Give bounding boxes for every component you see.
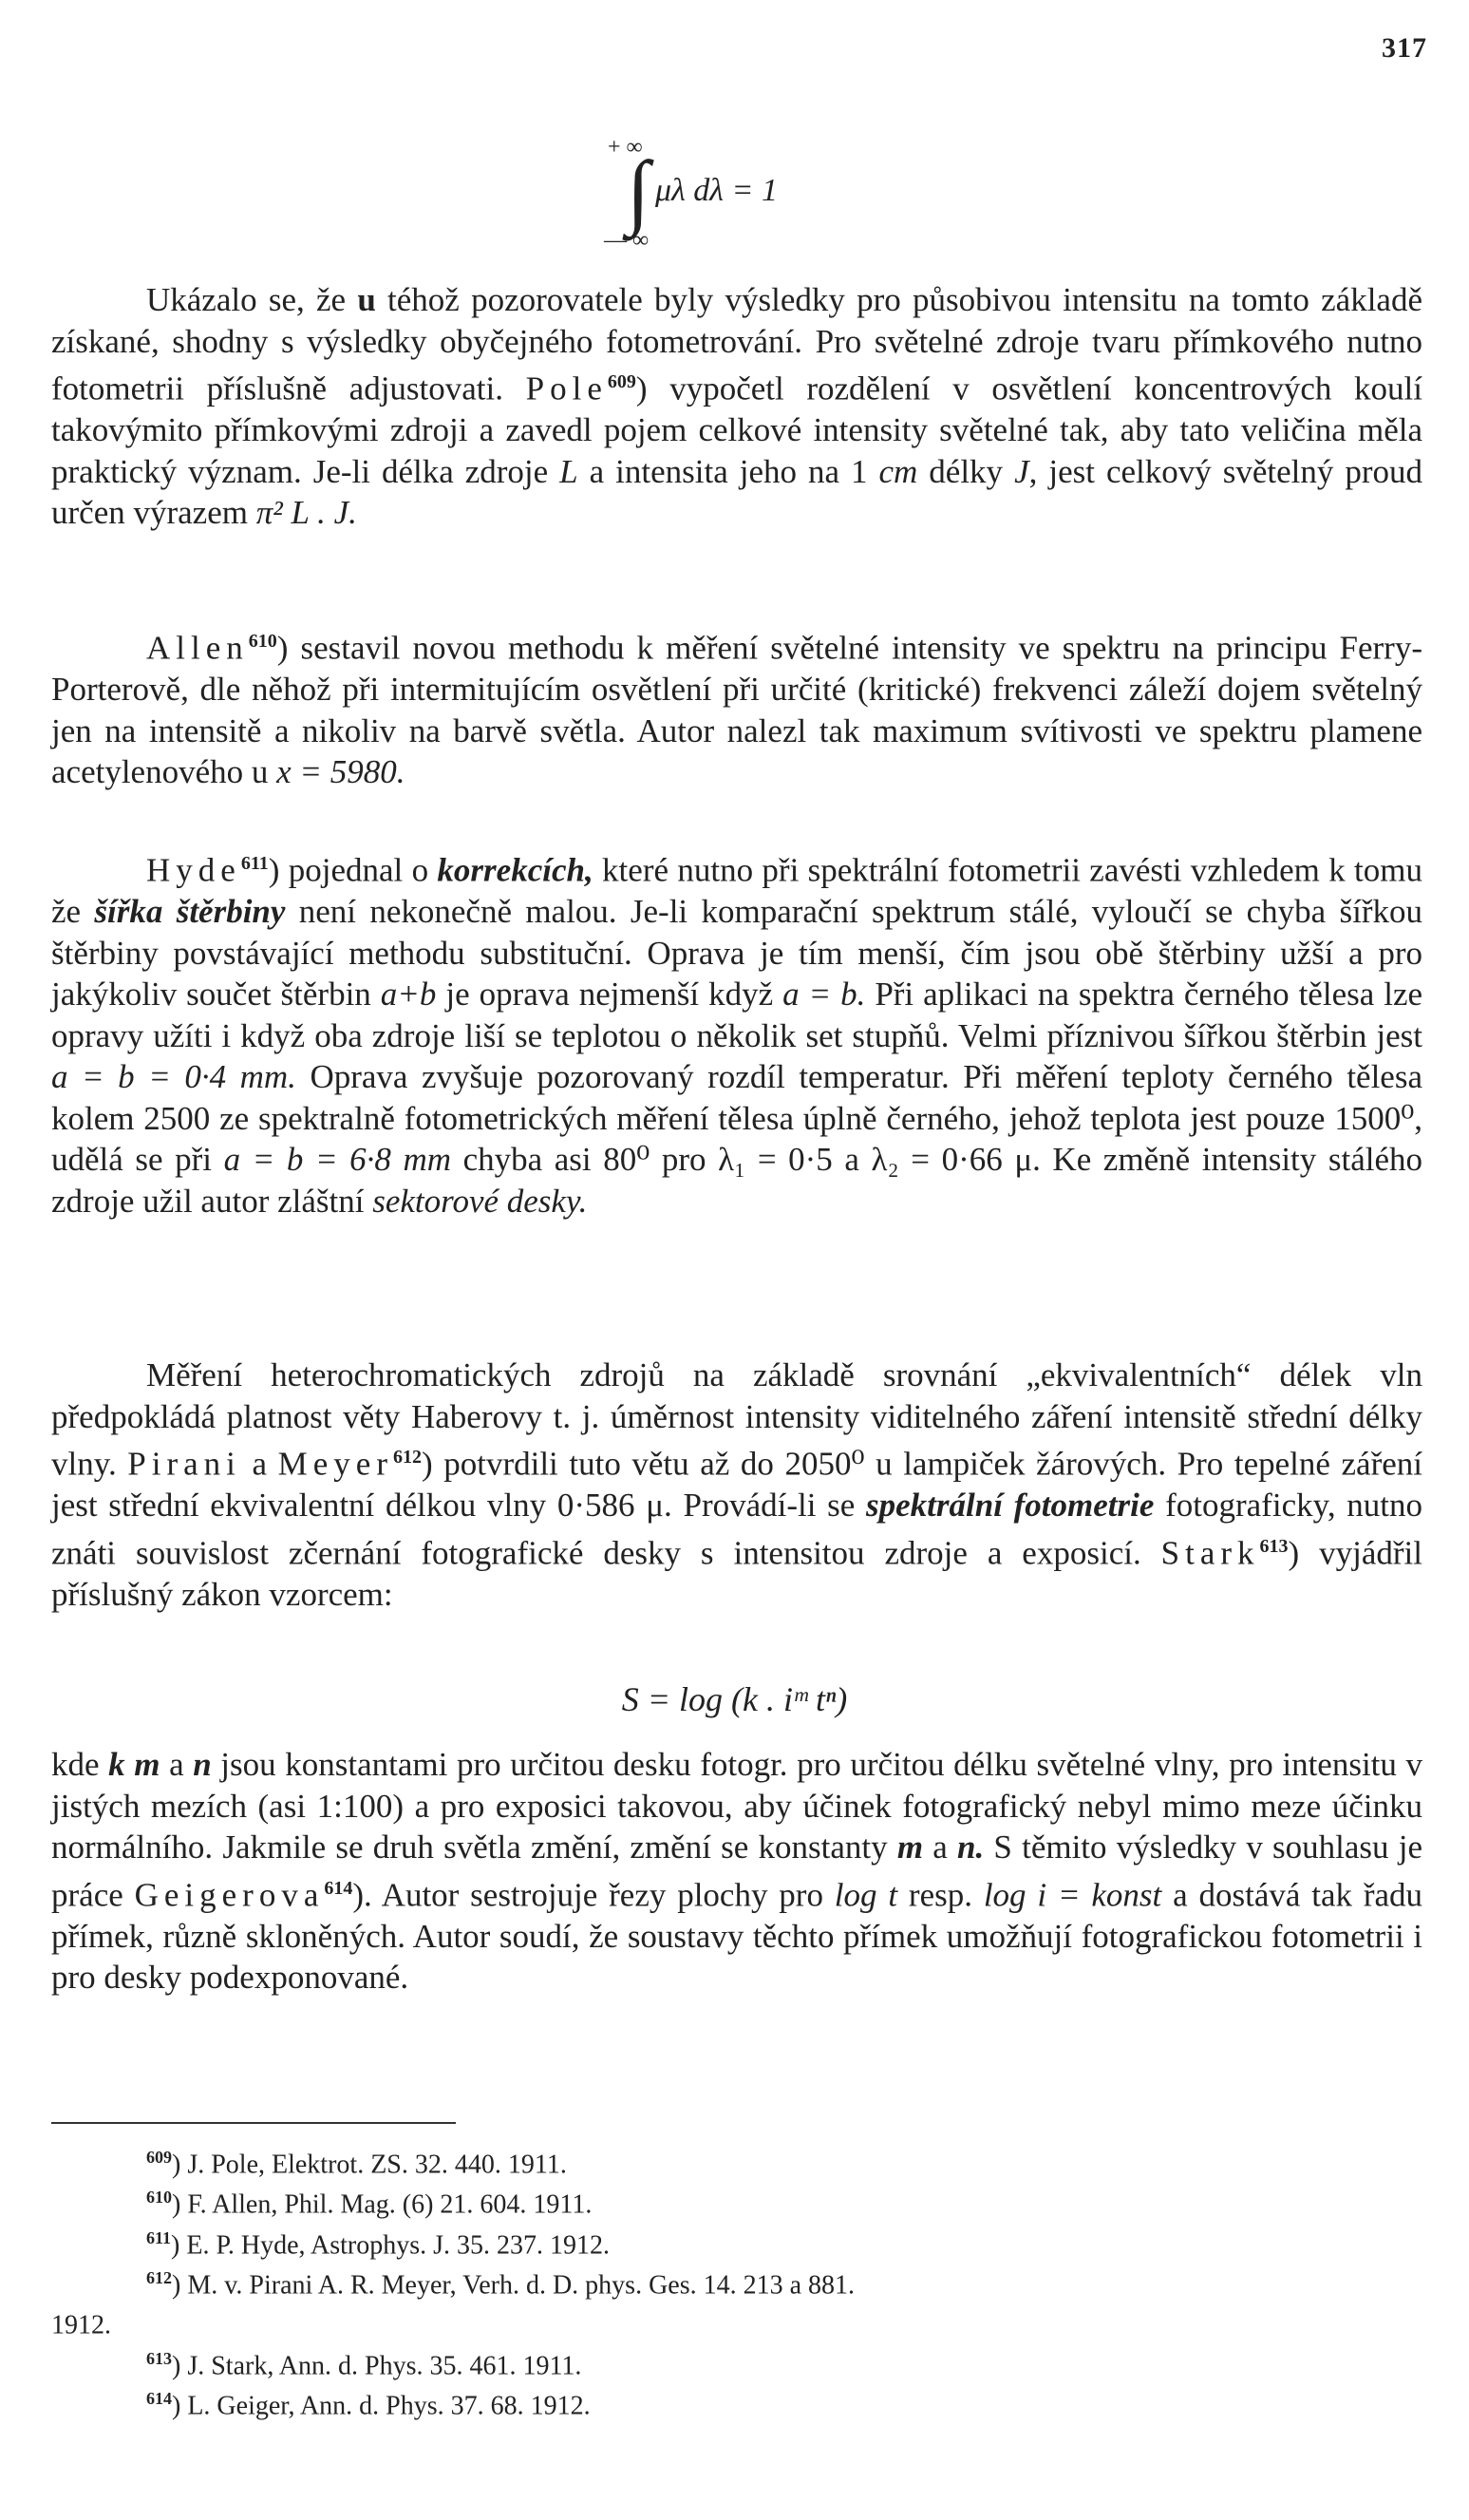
- integral-body: μλ dλ = 1: [655, 173, 778, 208]
- author-pole: Pole: [525, 369, 608, 407]
- footnote-continuation: 1912.: [51, 2310, 111, 2340]
- integral-formula: [0, 123, 1469, 266]
- author-stark: Stark: [1160, 1534, 1260, 1572]
- footnotes: [51, 2141, 1422, 2422]
- ref-614: 614: [324, 1877, 353, 1899]
- paragraph-constants: kde k m a n jsou konstantami pro určitou desku fotogr. pro určitou délku světelné vlny, pro intensitu v jistých mezích (asi 1:100) a pro exposici takovou, aby účinek fotografický nebyl mimo meze účinku normálního. Jakmile se druh světla změní, změní se konstanty m a n. S těmito výsledky v souhlasu je práce Geigerova$^{614}$). Autor sestrojuje řezy plochy pro log t resp. log i = konst a dostává tak řadu přímek, různě skloněných. Autor soudí, že soustavy těchto přímek umožňují fotografickou fotometrii i pro desky podexponované.: [51, 1746, 1423, 1997]
- integral-lower-limit: — ∞: [604, 228, 650, 253]
- stark-formula: S = log (k . iᵐ tⁿ): [621, 1680, 848, 1718]
- footnote: $^{609}$) J. Pole, Elektrot. ZS. 32. 440. 1911.: [146, 2148, 567, 2180]
- ref-609: 609: [607, 371, 636, 392]
- paragraph-allen: Allen$^{610}$) sestavil novou methodu k měření světelné intensity ve spektru na principu Ferry-Porterově, dle něhož při intermitujícím osvětlení při určité (kritické) frekvenci záleží dojem světelný jen na intensitě a nikoliv na barvě světla. Autor nalezl tak maximum svítivosti ve spektru plamene acetylenového u x = 5980.: [51, 629, 1422, 791]
- paragraph-heterochromatic: Měření heterochromatických zdrojů na základě srovnání „ekvivalentních“ délek vln předpokládá platnost věty Haberovy t. j. úměrnost intensity viditelného záření intensitě střední délky vlny. Pirani a Meyer$^{612}$) potvrdili tuto větu až do 2050⁰ u lampiček žárových. Pro tepelné záření jest střední ekvivalentní délkou vlny 0·586 μ. Provádí-li se spektrální fotometrie fotograficky, nutno znáti souvislost zčernání fotografické desky s intensitou zdroje a exposicí. Stark$^{613}$) vyjádřil příslušný zákon vzorcem:: [51, 1356, 1423, 1613]
- author-meyer: Meyer: [277, 1445, 393, 1483]
- footnote: $^{614}$) L. Geiger, Ann. d. Phys. 37. 68. 1912.: [146, 2388, 591, 2421]
- ref-611: 611: [240, 853, 269, 874]
- paragraph-hyde: Hyde$^{611}$) pojednal o korrekcích, které nutno při spektrální fotometrii zavésti vzhledem k tomu že šířka štěrbiny není nekonečně malou. Je-li komparační spektrum stálé, vyloučí se chyba šířkou štěrbiny povstávající methodu substituční. Oprava je tím menší, čím jsou obě štěrbiny užší a pro jakýkoliv součet štěrbin a+b je oprava nejmenší když a = b. Při aplikaci na spektra černého tělesa lze opravy užíti i když oba zdroje liší se teplotou o několik set stupňů. Velmi příznivou šířkou štěrbin jest a = b = 0·4 mm. Oprava zvyšuje pozorovaný rozdíl temperatur. Při měření teploty černého tělesa kolem 2500 ze spektralně fotometrických měření tělesa úplně černého, jehož teplota jest pouze 1500⁰, udělá se při a = b = 6·8 mm chyba asi 80⁰ pro λ₁ = 0·5 a λ₂ = 0·66 μ. Ke změně intensity stálého zdroje užil autor zláštní sektorové desky.: [51, 851, 1423, 1220]
- author-allen: Allen: [146, 629, 249, 667]
- page-number: 317: [1382, 32, 1427, 64]
- author-pirani: Pirani: [127, 1445, 241, 1483]
- ref-610: 610: [248, 631, 277, 652]
- footnote: $^{610}$) F. Allen, Phil. Mag. (6) 21. 604. 1911.: [146, 2188, 593, 2220]
- integral-upper-limit: + ∞: [608, 135, 643, 160]
- author-hyde: Hyde: [146, 851, 241, 889]
- footnote: $^{613}$) J. Stark, Ann. d. Phys. 35. 461. 1911.: [146, 2348, 582, 2380]
- footnote-divider: [51, 2122, 456, 2124]
- paragraph-pole: Ukázalo se, že u téhož pozorovatele byly výsledky pro působivou intensitu na tomto základě získané, shodny s výsledky obyčejného fotometrování. Pro světelné zdroje tvaru přímkového nutno fotometrii příslušně adjustovati. Pole$^{609}$) vypočetl rozdělení v osvětlení koncentrových koulí takovýmito přímkovými zdroji a zavedl pojem celkové intensity světelné tak, aby tato veličina měla praktický význam. Je-li délka zdroje L a intensita jeho na 1 cm délky J, jest celkový světelný proud určen výrazem π² L . J.: [51, 281, 1423, 532]
- ref-613: 613: [1259, 1535, 1289, 1557]
- footnote: $^{611}$) E. P. Hyde, Astrophys. J. 35. 237. 1912.: [146, 2227, 611, 2260]
- author-geiger: Geigerova: [134, 1876, 325, 1914]
- integral-sign: ∫: [627, 145, 650, 237]
- ref-612: 612: [392, 1447, 422, 1468]
- footnote: $^{612}$) M. v. Pirani A. R. Meyer, Verh. d. D. phys. Ges. 14. 213 a 881.: [146, 2267, 856, 2301]
